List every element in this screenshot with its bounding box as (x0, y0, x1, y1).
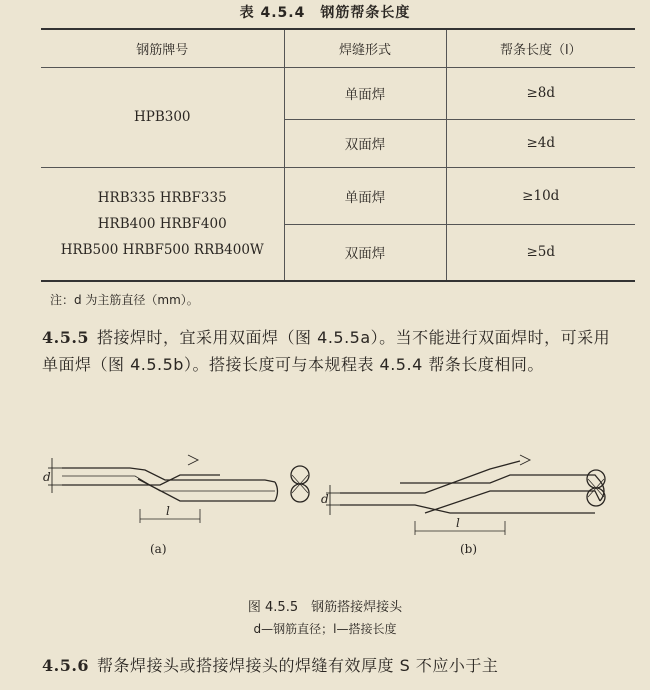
lap-weld-figure (40, 453, 620, 588)
table-note: 注：d 为主筋直径（mm）。 (50, 293, 199, 307)
subfigure-a-label: (a) (150, 542, 167, 556)
dim-d-label-b: d (321, 492, 329, 506)
length-cell: ≥4d (446, 119, 635, 167)
grade-cell-hpb (41, 67, 284, 167)
dim-l-label-a: l (166, 504, 170, 518)
weld-cell: 双面焊 (284, 119, 446, 167)
section-text: 搭接焊时，宜采用双面焊（图 4.5.5a）。当不能进行双面焊时，可采用单面焊（图 4.5.5b）。搭接长度可与本规程表 4.5.4 帮条长度相同。 (42, 328, 611, 374)
table-header-row (41, 29, 635, 67)
weld-cell: 双面焊 (284, 224, 446, 281)
figure-caption: 图 4.5.5 钢筋搭接焊接头 (247, 600, 403, 615)
length-cell: ≥10d (446, 167, 635, 224)
section-4-5-5 (42, 324, 622, 378)
grade-line: HRB500 HRBF500 RRB400W (60, 241, 264, 258)
grade-line: HRB335 HRBF335 (97, 189, 227, 206)
section-number: 4.5.5 (42, 328, 90, 347)
subfigure-b-label: (b) (460, 542, 478, 556)
header-weld-type: 焊缝形式 (284, 29, 446, 67)
figure-legend: d—钢筋直径；l—搭接长度 (253, 622, 397, 636)
grade-cell-hrb (41, 167, 284, 281)
section-text: 帮条焊接头或搭接焊接头的焊缝有效厚度 S 不应小于主 (97, 656, 499, 675)
dim-d-label-a: d (43, 470, 51, 484)
header-strap-length (446, 29, 635, 67)
length-cell: ≥8d (446, 67, 635, 119)
grade-line: HRB400 HRBF400 (97, 215, 227, 232)
weld-cell: 单面焊 (284, 167, 446, 224)
figure-b-drawing (326, 455, 605, 535)
table-row (41, 167, 635, 224)
weld-cell: 单面焊 (284, 67, 446, 119)
header-strap-length-text: 帮条长度（l） (499, 42, 582, 58)
table-row (41, 67, 635, 119)
section-number: 4.5.6 (42, 656, 90, 675)
section-4-5-6 (42, 652, 622, 679)
header-grade: 钢筋牌号 (41, 29, 284, 67)
table-title: 表 4.5.4 钢筋帮条长度 (239, 5, 411, 21)
grade-line: HPB300 (133, 109, 191, 125)
figure-a-drawing (48, 455, 309, 523)
dim-l-label-b: l (456, 516, 460, 530)
rebar-strap-length-table (41, 28, 635, 282)
length-cell: ≥5d (446, 224, 635, 281)
